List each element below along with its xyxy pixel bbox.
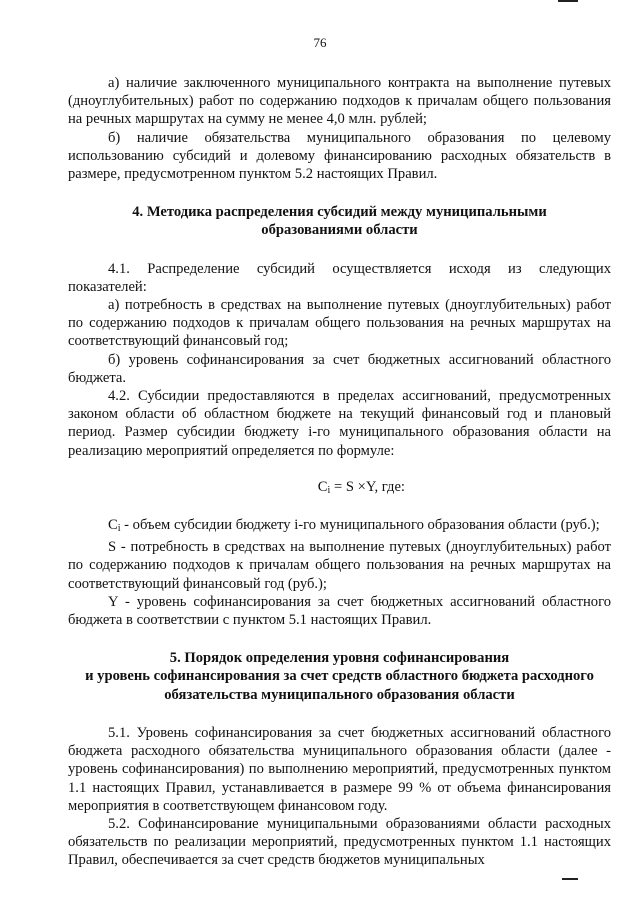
paragraph-5-2: 5.2. Софинансирование муниципальными образованиями области расходных обязательств по реализации мероприятий, предусмотренных пунктом 1.1 настоящих Правил, обеспечивается за счет средств бюджетов муниципальных (68, 815, 611, 869)
section5-heading-line3: обязательства муниципального образования области (164, 686, 515, 703)
formula-subscript-i: i (327, 484, 331, 496)
section4-heading-line1: 4. Методика распределения субсидий между муниципальными (132, 204, 547, 221)
section3-item-b: б) наличие обязательства муниципального образования по целевому использованию субсидий и долевому финансированию расходных обязательств в размере, предусмотренном пунктом 5.2 настоящих Правил. (68, 129, 611, 183)
page-number: 76 (313, 35, 327, 50)
scan-mark-bottom (562, 878, 578, 880)
document-body (68, 74, 611, 870)
paragraph-4-1: 4.1. Распределение субсидий осуществляется исходя из следующих показателей: (68, 260, 611, 295)
definition-c-symbol: C (108, 517, 118, 534)
section5-heading-line1: 5. Порядок определения уровня софинансирования (169, 650, 510, 667)
paragraph-4-2: 4.2. Субсидии предоставляются в пределах ассигнований, предусмотренных законом области об областном бюджете на текущий финансовый год и плановый период. Размер субсидии бюджету i-го муниципального образования области на реализацию мероприятий определяется по формуле: (68, 388, 611, 459)
definition-c-subscript: i (117, 523, 121, 535)
section4-heading (68, 203, 611, 239)
section3-item-a: а) наличие заключенного муниципального контракта на выполнение путевых (дноуглубительных) работ по содержанию подходов к причалам общего пользования на речных маршрутах на сумму не менее 4,0 млн. рублей; (68, 75, 611, 128)
subsidy-formula (68, 478, 611, 500)
definition-c (68, 516, 611, 538)
formula-rest: = S ×Y, где: (330, 478, 405, 495)
section4-heading-line2: образованиями области (261, 222, 418, 239)
definition-y: Y - уровень софинансирования за счет бюджетных ассигнований областного бюджета в соответствии с пунктом 5.1 настоящих Правил. (68, 593, 611, 629)
definition-s: S - потребность в средствах на выполнение путевых (дноуглубительных) работ по содержанию подходов к причалам общего пользования на речных маршрутах на соответствующий финансовый год (руб.); (68, 539, 611, 592)
paragraph-4-1-b: б) уровень софинансирования за счет бюджетных ассигнований областного бюджета. (68, 351, 611, 386)
formula-c: C (317, 478, 328, 495)
definition-c-text: - объем субсидии бюджету i-го муниципального образования области (руб.); (120, 517, 600, 534)
section5-heading (68, 649, 611, 704)
paragraph-4-1-a: а) потребность в средствах на выполнение путевых (дноуглубительных) работ по содержанию подходов к причалам общего пользования на речных маршрутах на соответствующий финансовый год; (68, 297, 611, 350)
scan-mark-top (558, 0, 578, 2)
paragraph-5-1: 5.1. Уровень софинансирования за счет бюджетных ассигнований областного бюджета расходного обязательства муниципального образования области (далее - уровень софинансирования) по выполнению мероприятий, предусмотренных пунктом 1.1 настоящих Правил, устанавливается в размере 99 % от объема финансирования мероприятия в соответствующем финансовом году. (68, 724, 611, 814)
section5-heading-line2: и уровень софинансирования за счет средств областного бюджета расходного (85, 668, 594, 685)
